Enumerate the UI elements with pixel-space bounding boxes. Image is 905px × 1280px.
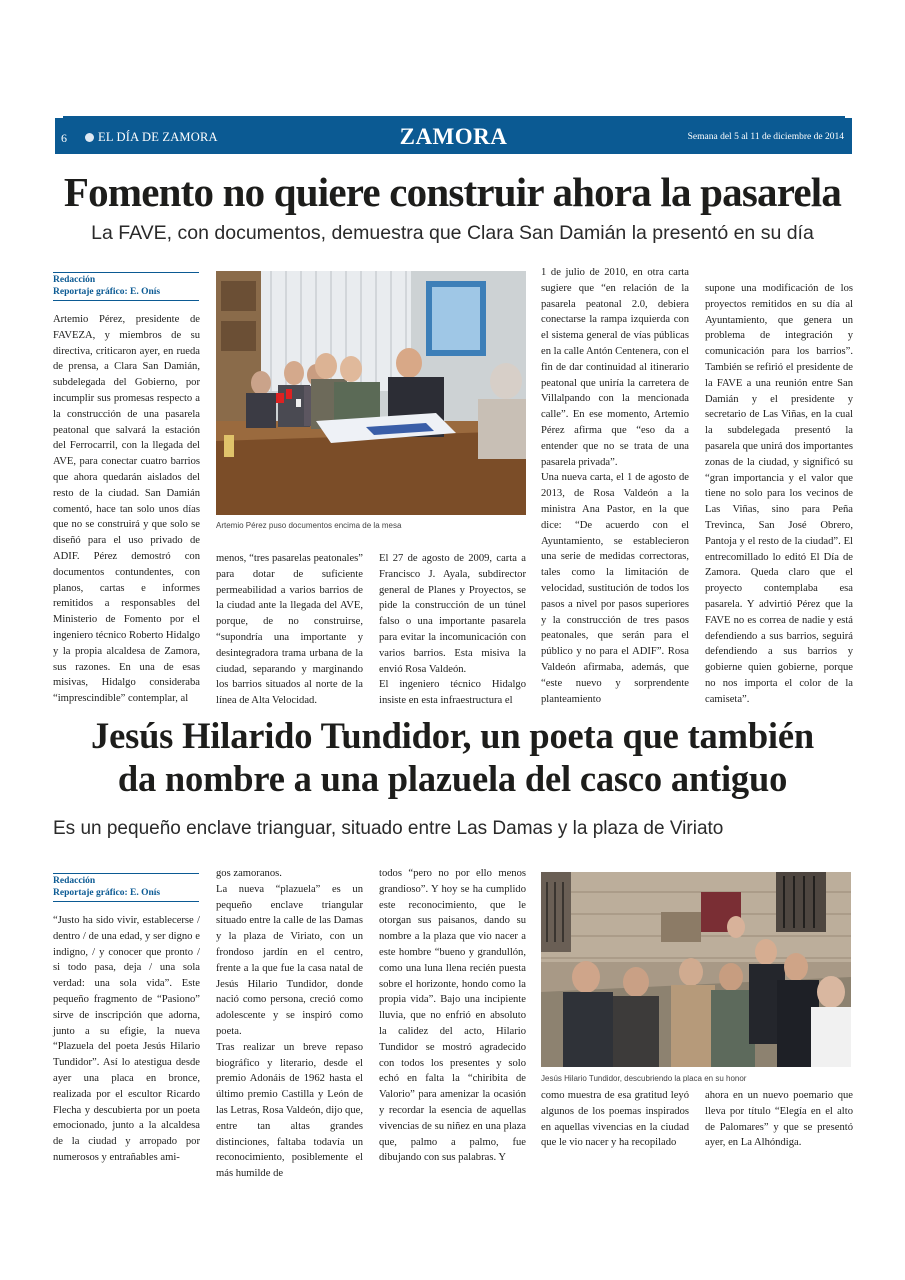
article2-credit — [53, 873, 199, 902]
article2-headline — [30, 714, 875, 800]
plaque-unveiling-image — [541, 872, 851, 1067]
paragraph: 1 de julio de 2010, en otra carta sugiere que “en relación de la pasarela peatonal 2.0, debiera conectarse la rampa izquierda con el sistema general de vías públicas en la calle Antón Centenera, con el fin de dar continuidad al itinerario peatonal que uniría la carretera de Villalpando con la mencionada calle”. En ese momento, Artemio Pérez afirma que “eso da a entender que no se trata de una pasarela privada”. — [541, 267, 689, 468]
paragraph: “Justo ha sido vivir, establecerse / dentro / de una edad, y ser digno e indigno, / y conocer que pronto / si todo pasa, deja / una sola verdad: una sola vida”. Este pequeño fragmento de “Pasiono” sirve de inscripción que adorna, junto a su efigie, la nueva “Plazuela del poeta Jesús Hilario Tundidor”. Así lo atestigua desde ayer una placa en bronce, realizada por el escultor Ricardo Flecha y descubierta por un poeta emocionado, junto a la alcaldesa de la ciudad y arropado por numerosos y entrañables ami- — [53, 915, 200, 1163]
article2-column-5 — [705, 1088, 853, 1151]
article1-photo-caption: Artemio Pérez puso documentos encima de la mesa — [216, 521, 402, 530]
paragraph: supone una modificación de los proyectos remitidos en su día al Ayuntamiento, que genera un problema de integración y comunicación para los barrios”. También se refirió el presidente de la FAVE a una reunión entre San Damián y el presidente y secretario de Las Viñas, en la cual la subdelegada presentó la pasarela que unirá dos importantes zonas de la ciudad, y significó su “gran importancia y el valor que tiene no solo para los vecinos de Las Viñas, sino para Peña Trevinca, San José Obrero, Pantoja y el resto de la ciudad”. El entrecomillado lo editó El Día de Zamora. Queda claro que el proyecto contemplaba esa pasarela. Y advirtió Pérez que la FAVE no es correa de nadie y está defendiendo a sus barrios, seguirá defendiendo a sus barrios y gobierne quien gobierne, porque no nos importa el color de la camiseta”. — [705, 283, 853, 705]
article1-column-5 — [705, 281, 853, 708]
paragraph: El 27 de agosto de 2009, carta a Francisco J. Ayala, subdirector general de Planes y Proyectos, se pide la construcción de un túnel falso o una importante pasarela para evitar la incomunicación con varios barrios. Esta misiva la envió Rosa Valdeón. — [379, 553, 526, 675]
paragraph: como muestra de esa gratitud leyó algunos de los poemas inspirados en aquellas vivencias en la ciudad que le vio nacer y ha recopilado — [541, 1090, 689, 1149]
article2-column-3 — [379, 866, 526, 1166]
paragraph: menos, “tres pasarelas peatonales” para dotar de suficiente permeabilidad a varios barrios de la ciudad ante la llegada del AVE, porque, de no construirse, “supondría una importante y desintegradora trama urbana de la ciudad, separando y marginando los barrios situados al norte de la línea de Alta Velocidad. — [216, 553, 363, 707]
paragraph: La nueva “plazuela” es un pequeño enclave triangular situado entre la calle de las Damas y la plaza de Viriato, con un frondoso jardín en el centro, frente a la que fue la casa natal de Jesús Hilario Tundidor, donde nació como persona, creció como adolescente y se inspiró como poeta. — [216, 883, 363, 1037]
paragraph: Una nueva carta, el 1 de agosto de 2013, de Rosa Valdeón a la ministra Ana Pastor, en la que dice: “De acuerdo con el Ayuntamiento, se establecieron una serie de medidas correctoras, tales como la limitación de velocidad, sustitución de todos los pasos a nivel por pasos superiores y la construcción de tres pasos peatonales, que serán para el público y no para el ADIF”. Rosa Valdeón afirmaba, además, que “este nuevo y sorprendente planteamiento — [541, 472, 689, 705]
credit-line: Reportaje gráfico: E. Onís — [53, 287, 161, 297]
article1-photo — [216, 271, 526, 515]
article1-column-3 — [379, 551, 526, 709]
page-header-bar — [55, 118, 852, 154]
issue-date: Semana del 5 al 11 de diciembre de 2014 — [687, 132, 844, 142]
section-title: ZAMORA — [399, 124, 508, 149]
credit-line: Redacción — [53, 275, 96, 285]
article1-column-2 — [216, 551, 363, 709]
paragraph: Tras realizar un breve repaso biográfico y literario, desde el premio Adonáis de 1962 hasta el último premio Castilla y León de las Letras, Rosa Valdeón, dijo que, entre tan altas grandes distinciones, faltaba todavía un reconocimiento, posiblemente el más humilde de — [216, 1041, 363, 1180]
article1-headline: Fomento no quiere construir ahora la pasarela — [63, 169, 842, 215]
credit-line: Redacción — [53, 876, 96, 886]
article2-column-1 — [53, 913, 200, 1166]
paragraph: ahora en un nuevo poemario que lleva por título “Elegía en el alto de Palomares” y que se presentó ayer, en La Alhóndiga. — [705, 1090, 853, 1149]
paragraph: El ingeniero técnico Hidalgo insiste en esta infraestructura el — [379, 679, 526, 707]
headline-line: Jesús Hilarido Tundidor, un poeta que también — [91, 715, 814, 756]
paragraph: todos “pero no por ello menos grandioso”. Y hoy se ha cumplido este reconocimiento, que le otorgan sus paisanos, dando su nombre a la plaza que vio nacer a este hombre “bueno y grandullón, como una luna llena recién puesta sobre el horizonte, hondo como la propia vida”. Bajo una incipiente lluvia, que no enfrió en absoluto la calidez del acto, Hilario Tundidor se mostró agradecido con todos los presentes y solo echó en falta la “chiribita de Valorio” para amenizar la ocasión y recordar la esencia de aquellas vivencias de su niñez en una plaza que, palmo a palmo, fue dibujando con sus palabras. Y — [379, 868, 526, 1164]
article1-column-4 — [541, 265, 689, 707]
article1-subheadline: La FAVE, con documentos, demuestra que Clara San Damián la presentó en su día — [91, 222, 814, 244]
article1-credit — [53, 272, 199, 301]
paragraph: gos zamoranos. — [216, 868, 282, 879]
paragraph: Artemio Pérez, presidente de FAVEZA, y miembros de su directiva, criticaron ayer, en rueda de prensa, a Clara San Damián, subdelegada del Gobierno, por incumplir sus promesas respecto a la construcción de una pasarela peatonal que salvará la estación del Ferrocarril, con la llegada del AVE, para conectar cuatro barrios que ahora quedarán aislados del resto de la ciudad. San Damián comentó, hace tan solo unos días que no se construirá y que solo se diseñó para el uso privado de ADIF. Pérez demostró con documentos contundentes, con planos, cartas e informes remitidos a responsables del Ministerio de Fomento por el ingeniero técnico Roberto Hidalgo y la propia alcaldesa de Zamora, sus razones. En una de esas misivas, Hidalgo consideraba “imprescindible” contemplar, al — [53, 314, 200, 705]
article2-subheadline: Es un pequeño enclave trianguar, situado entre Las Damas y la plaza de Viriato — [53, 818, 724, 839]
article2-column-4 — [541, 1088, 689, 1151]
publication-name: EL DÍA DE ZAMORA — [98, 130, 218, 144]
credit-line: Reportaje gráfico: E. Onís — [53, 888, 161, 898]
headline-line: da nombre a una plazuela del casco antiguo — [117, 758, 788, 799]
press-conference-image — [216, 271, 526, 515]
article1-column-1 — [53, 312, 200, 707]
page-number: 6 — [61, 131, 67, 145]
article2-photo — [541, 872, 851, 1067]
article2-column-2 — [216, 866, 363, 1182]
article2-photo-caption: Jesús Hilario Tundidor, descubriendo la placa en su honor — [541, 1074, 747, 1083]
